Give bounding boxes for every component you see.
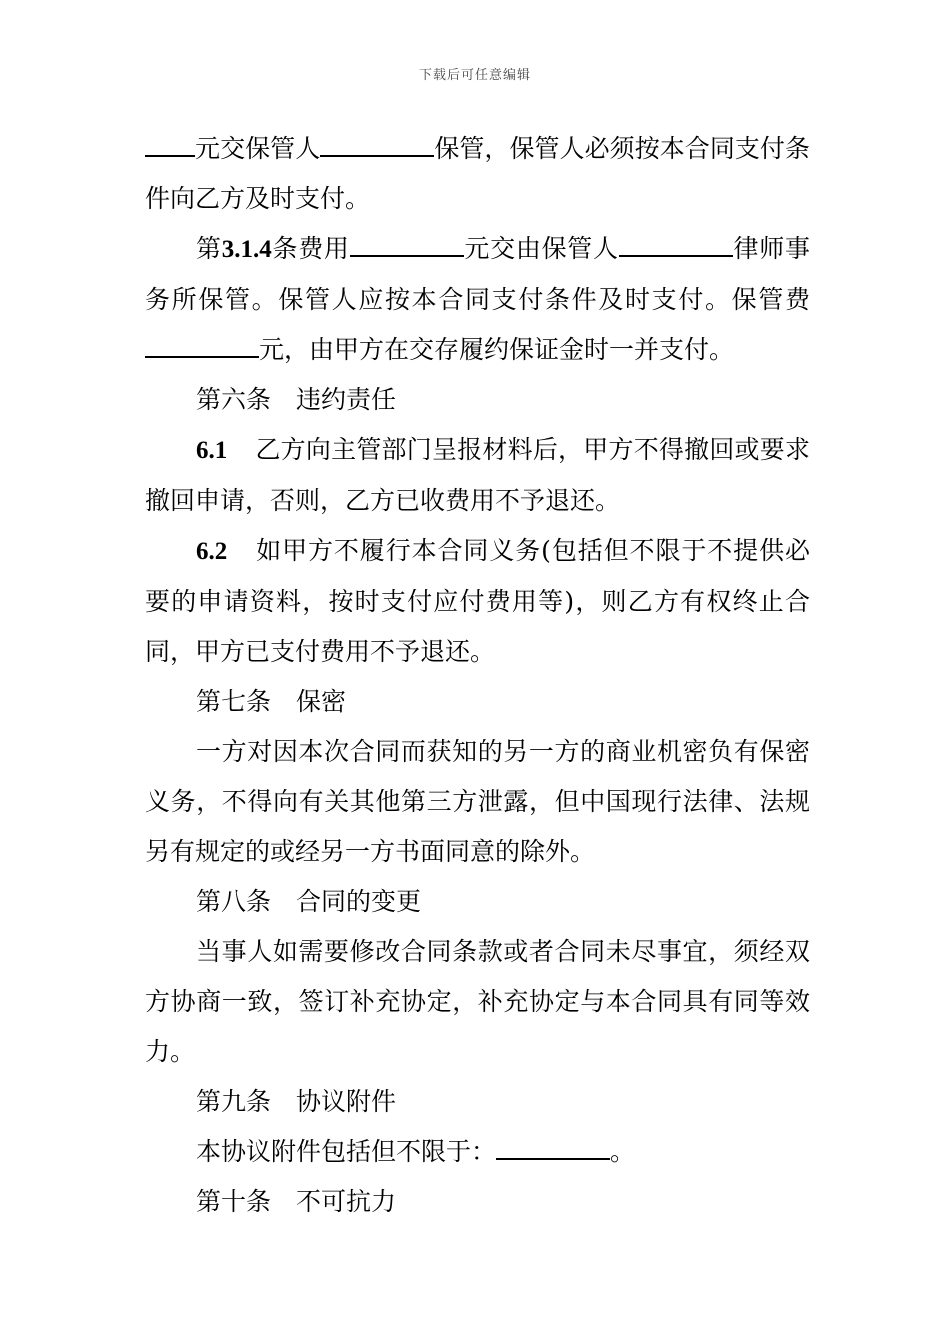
article-10-title: 第十条 不可抗力 [196, 1187, 397, 1216]
paragraph-clause-3-1-4: 第3.1.4条费用 元交由保管人 律师事务所保管。保管人应按本合同支付条件及时支付。保管费元，由甲方在交存履约保证金时一并支付。 [145, 234, 810, 364]
article-6-title: 第六条 违约责任 [196, 385, 397, 414]
clause-number: 6.1 [196, 437, 228, 464]
clause-number: 3.1.4 [221, 236, 272, 263]
blank-line [619, 235, 733, 257]
document-body [145, 124, 810, 1227]
clause-6-2: 6.2 如甲方不履行本合同义务(包括但不限于不提供必要的申请资料，按时支付应付费用等)，则乙方有权终止合同，甲方已支付费用不予退还。 [145, 536, 810, 666]
blank-line [320, 135, 434, 157]
article-7-title: 第七条 保密 [196, 687, 347, 716]
article-9-title: 第九条 协议附件 [196, 1087, 397, 1116]
clause-6-1: 6.1 乙方向主管部门呈报材料后，甲方不得撤回或要求撤回申请，否则，乙方已收费用不予退还。 [145, 435, 810, 515]
article-7-text: 一方对因本次合同而获知的另一方的商业机密负有保密义务，不得向有关其他第三方泄露，但中国现行法律、法规另有规定的或经另一方书面同意的除外。 [145, 737, 810, 866]
article-8-title: 第八条 合同的变更 [196, 887, 422, 916]
article-9-text: 本协议附件包括但不限于： 。 [196, 1137, 636, 1166]
blank-line [496, 1138, 610, 1160]
clause-number: 6.2 [196, 538, 228, 565]
blank-line [145, 336, 259, 358]
page-header: 下载后可任意编辑 [418, 68, 531, 83]
paragraph-payment-custody: 元交保管人 保管，保管人必须按本合同支付条件向乙方及时支付。 [145, 134, 810, 213]
blank-line [145, 135, 195, 157]
blank-line [350, 235, 464, 257]
article-8-text: 当事人如需要修改合同条款或者合同未尽事宜，须经双方协商一致，签订补充协定，补充协定与本合同具有同等效力。 [145, 937, 810, 1066]
